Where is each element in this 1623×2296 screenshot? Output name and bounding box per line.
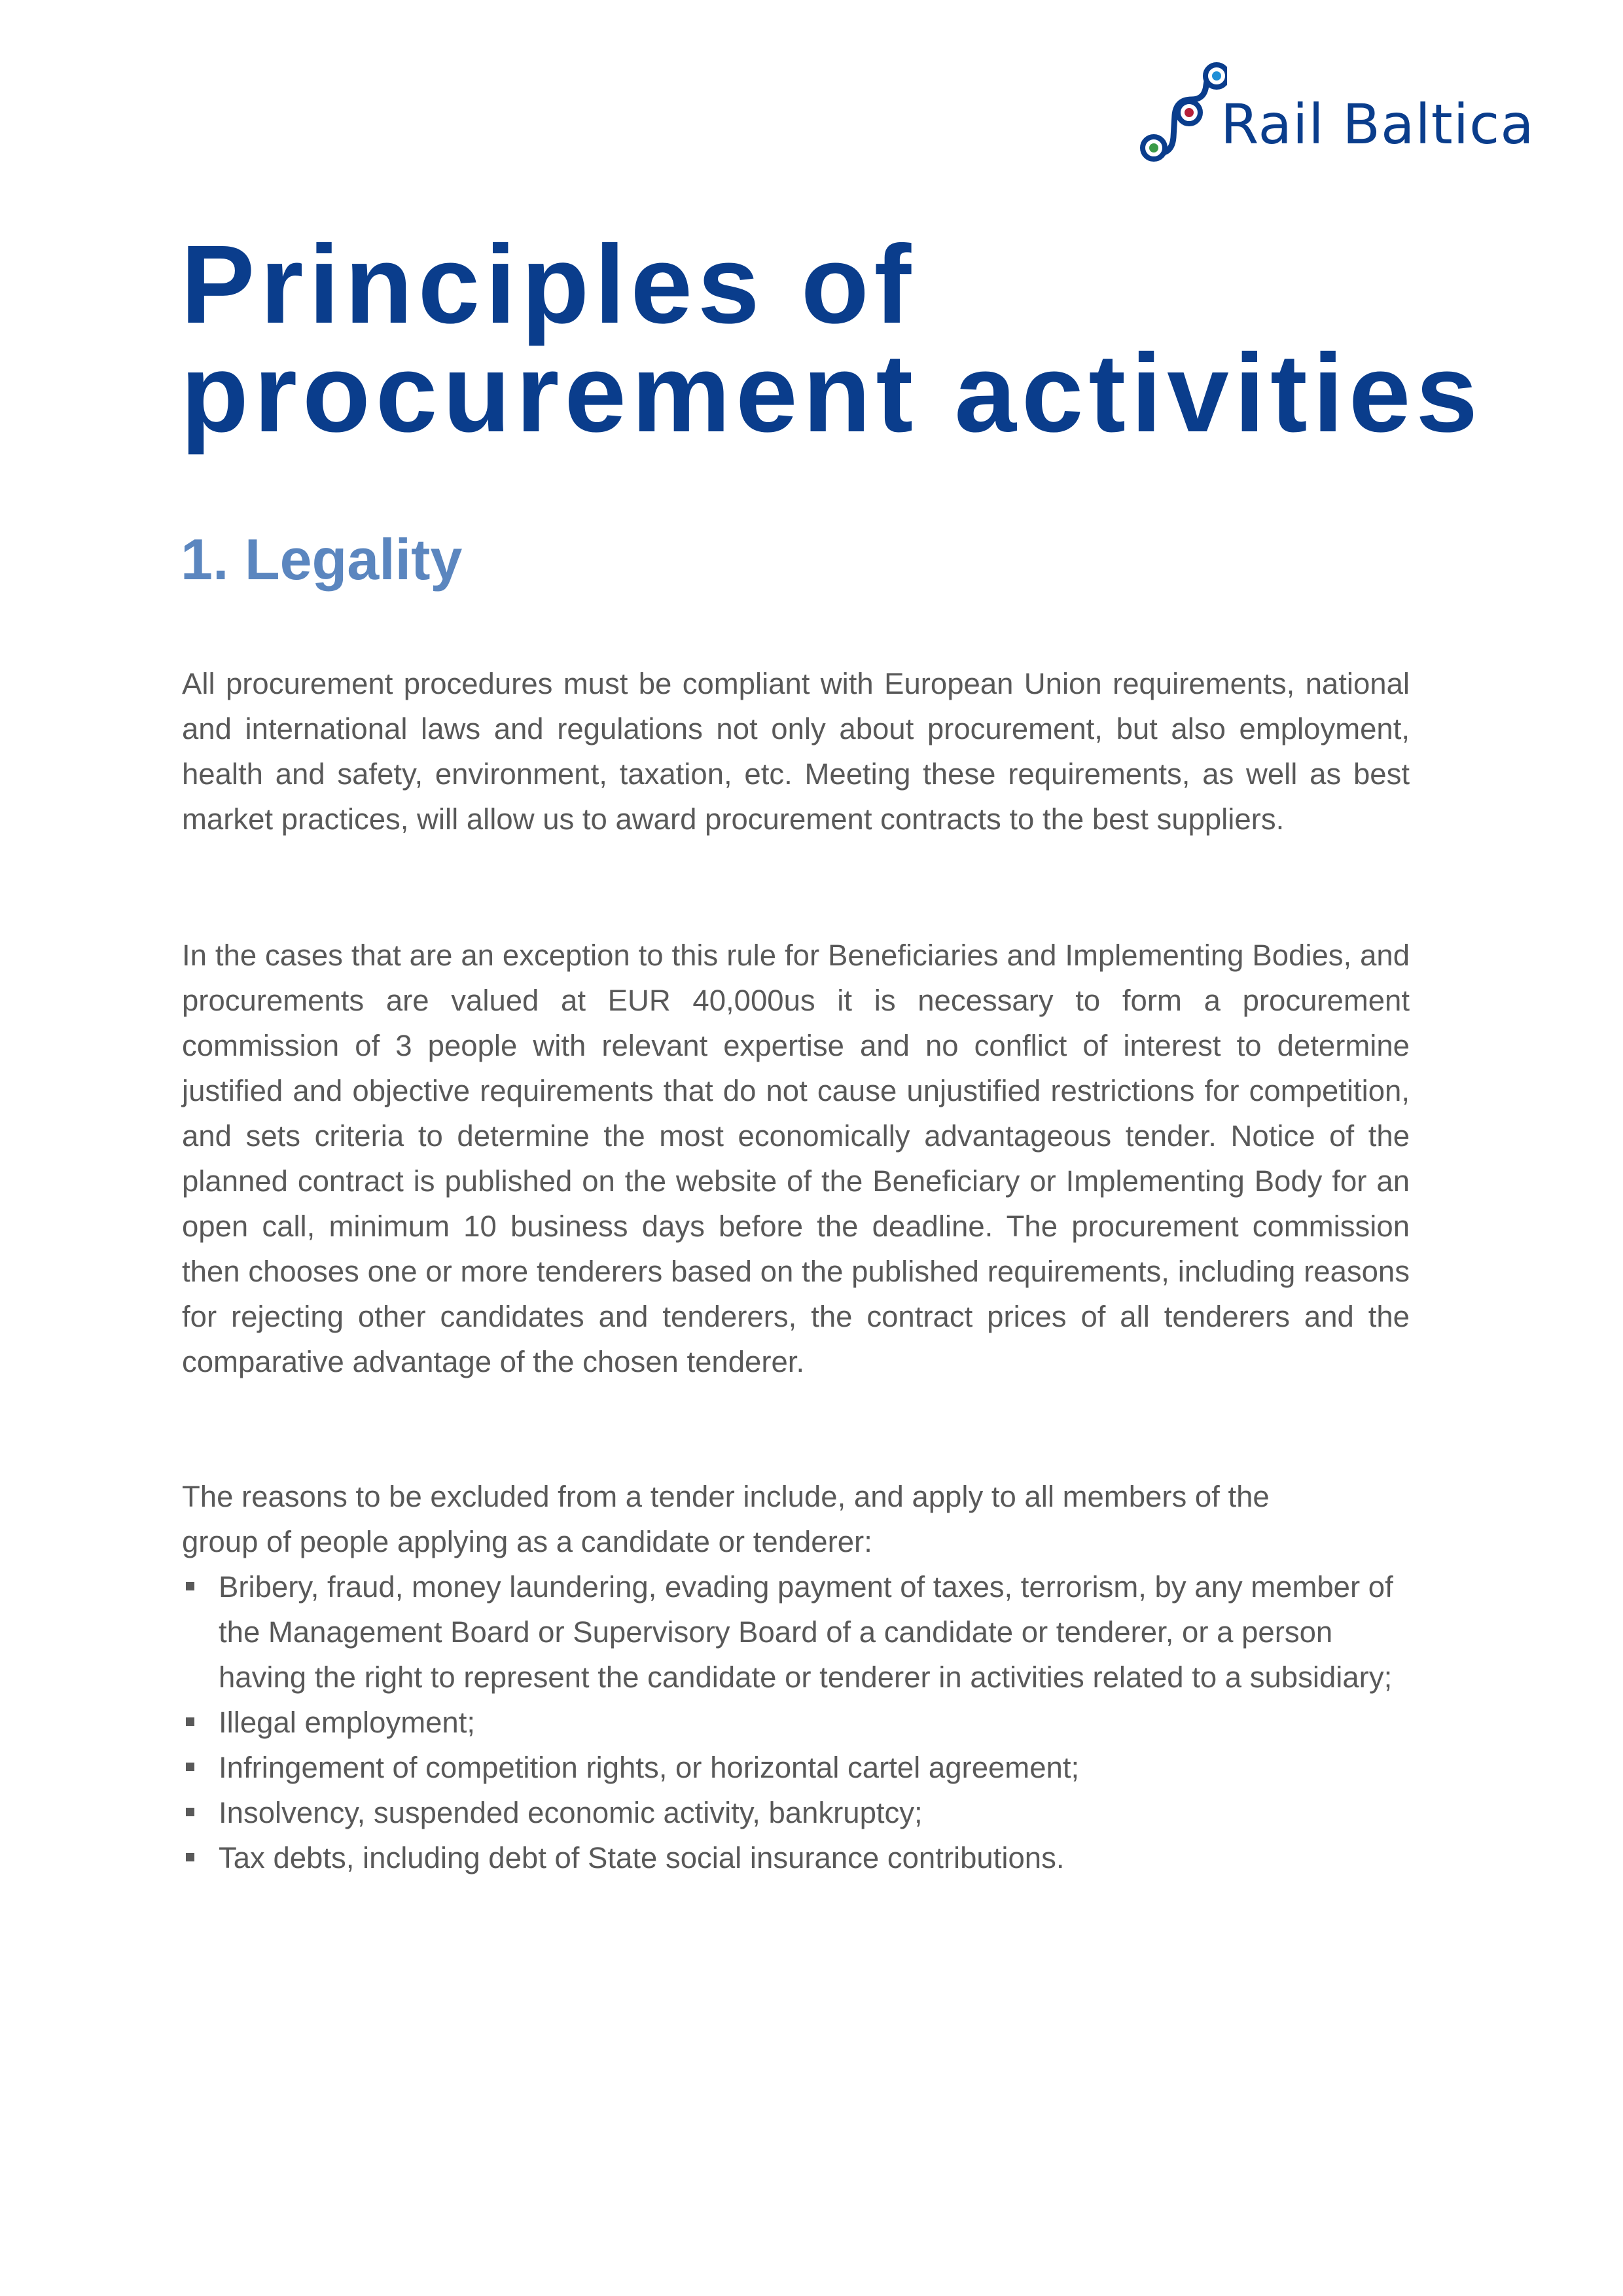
list-item (182, 1564, 1425, 1700)
exclusion-intro-line-2: group of people applying as a candidate or tenderer: (182, 1525, 872, 1558)
exclusion-reasons-list (182, 1564, 1425, 1880)
paragraph-exception-procedure: In the cases that are an exception to this rule for Beneficiaries and Implementing Bodies, and procurements are valued at EUR 40,000us it is necessary to form a procurement commission of 3 people with relevant expertise and no conflict of interest to determine justified and objective requirements that do not cause unjustified restrictions for competition, and sets criteria to determine the most economically advantageous tender. Notice of the planned contract is published on the website of the Beneficiary or Implementing Body for an open call, minimum 10 business days before the deadline. The procurement commission then chooses one or more tenderers based on the published requirements, including reasons for rejecting other candidates and tenderers, the contract prices of all tenderers and the comparative advantage of the chosen tenderer. (182, 939, 1410, 1378)
square-bullet-icon (186, 1763, 194, 1771)
paragraph-exclusion-intro (182, 1474, 1410, 1564)
list-item (182, 1835, 1425, 1880)
logo-wordmark: Rail Baltica (1221, 92, 1535, 156)
square-bullet-icon (186, 1853, 194, 1861)
page-title (181, 223, 1483, 456)
paragraph-compliance: All procurement procedures must be compliant with European Union requirements, national and international laws and regulations not only about procurement, but also employment, health and safety, environment, taxation, etc. Meeting these requirements, as well as best market practices, will allow us to award procurement contracts to the best suppliers. (182, 667, 1410, 836)
rail-baltica-logo-mark-icon (1135, 59, 1227, 170)
list-item-text: Illegal employment; (219, 1706, 475, 1739)
list-item-text: Bribery, fraud, money laundering, evading payment of taxes, terrorism, by any member of the Management Board or Supervisory Board of a candidate or tenderer, or a person having the right to represent the candidate or tenderer in activities related to a subsidiary; (219, 1570, 1393, 1694)
list-item-text: Tax debts, including debt of State social insurance contributions. (219, 1841, 1065, 1874)
list-item (182, 1790, 1425, 1835)
square-bullet-icon (186, 1717, 194, 1726)
square-bullet-icon (186, 1582, 194, 1590)
exclusion-intro-line-1: The reasons to be excluded from a tender include, and apply to all members of the (182, 1480, 1270, 1513)
section-heading-legality: 1. Legality (181, 527, 463, 592)
rail-baltica-logo (1135, 59, 1541, 170)
page-title-line-1: Principles of (181, 223, 917, 347)
list-item-text: Insolvency, suspended economic activity, bankruptcy; (219, 1796, 923, 1829)
page-title-line-2: procurement activities (181, 331, 1483, 456)
square-bullet-icon (186, 1808, 194, 1816)
list-item-text: Infringement of competition rights, or horizontal cartel agreement; (219, 1751, 1080, 1784)
list-item (182, 1745, 1425, 1790)
list-item (182, 1700, 1425, 1745)
